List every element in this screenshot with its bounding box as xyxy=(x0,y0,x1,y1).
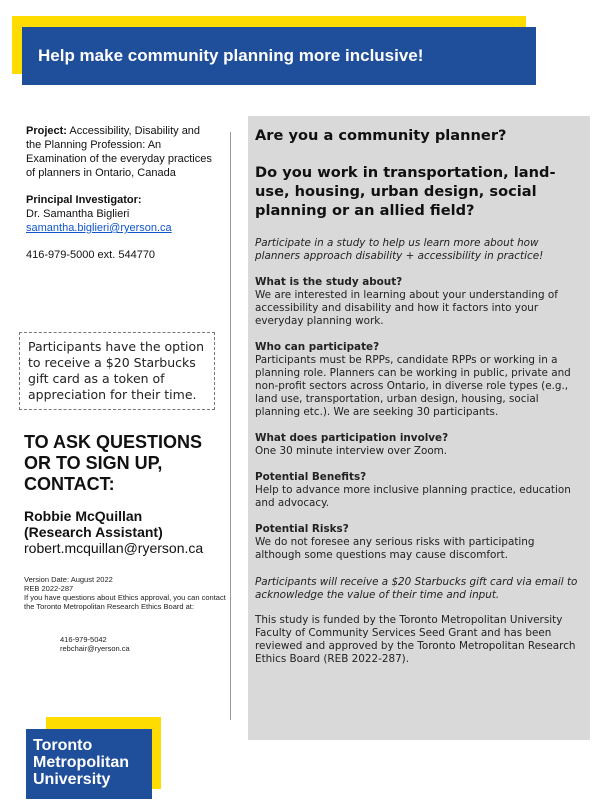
version-date: Version Date: August 2022 xyxy=(24,575,113,584)
study-intro: Participate in a study to help us learn more about how planners approach disability + accessibility in practice! xyxy=(255,237,544,262)
section-body: We are interested in learning about your understanding of accessibility and disability and how it factors into your everyday planning work. xyxy=(255,289,558,327)
section-body: One 30 minute interview over Zoom. xyxy=(255,445,448,457)
reb-number: REB 2022-287 xyxy=(24,584,74,593)
ask-heading: TO ASK QUESTIONS OR TO SIGN UP, CONTACT: xyxy=(24,432,203,494)
investigator-name: Dr. Samantha Biglieri xyxy=(26,208,130,220)
ethics-note: If you have questions about Ethics approval, you can contact the Toronto Metropolitan Research Ethics Board at: xyxy=(24,593,226,611)
project-text: Accessibility, Disability and the Planning Profession: An Examination of the everyday practices of planners in Ontario, Canada xyxy=(26,125,212,179)
logo-line-3: University xyxy=(33,771,111,788)
section-heading: Potential Risks? xyxy=(255,523,349,535)
planner-question: Are you a community planner? xyxy=(255,127,507,144)
project-info xyxy=(26,124,218,262)
version-info xyxy=(24,575,230,611)
incentive-box: Participants have the option to receive a $20 Starbucks gift card as a token of appreciation for their time. xyxy=(19,332,215,410)
column-divider xyxy=(230,132,231,720)
investigator-label: Principal Investigator: xyxy=(26,194,142,206)
contact-name: Robbie McQuillan xyxy=(24,508,143,524)
reb-contact xyxy=(60,635,130,653)
logo-line-1: Toronto xyxy=(33,737,93,754)
contact-block xyxy=(24,508,230,556)
investigator-phone: 416-979-5000 ext. 544770 xyxy=(26,249,156,261)
reb-email: rebchair@ryerson.ca xyxy=(60,644,130,653)
section-body: We do not foresee any serious risks with participating although some questions may cause discomfort. xyxy=(255,536,535,561)
contact-email: robert.mcquillan@ryerson.ca xyxy=(24,540,204,556)
section-heading: What does participation involve? xyxy=(255,432,449,444)
project-description xyxy=(26,124,218,180)
banner-title: Help make community planning more inclusive! xyxy=(22,27,536,85)
funding-statement: This study is funded by the Toronto Metropolitan University Faculty of Community Services Seed Grant and has been reviewed and approved by the Toronto Metropolitan Research Ethics Board (REB 2022-287). xyxy=(255,614,576,665)
contact-role: (Research Assistant) xyxy=(24,524,163,540)
project-label: Project: xyxy=(26,125,67,137)
gift-card-note: Participants will receive a $20 Starbucks gift card via email to acknowledge the value of their time and input. xyxy=(255,576,578,601)
section-heading: What is the study about? xyxy=(255,276,403,288)
field-question: Do you work in transportation, land-use, housing, urban design, social planning or an allied field? xyxy=(255,164,556,219)
section-heading: Who can participate? xyxy=(255,341,380,353)
section-body: Participants must be RPPs, candidate RPPs or working in a planning role. Planners can be working in public, private and non-profit sectors across Ontario, in diverse role types (e.g., land use, transportation, urban design, housing, social planning etc.). We are seeking 30 participants. xyxy=(255,354,571,418)
investigator-email-link[interactable]: samantha.biglieri@ryerson.ca xyxy=(26,222,172,234)
section-heading: Potential Benefits? xyxy=(255,471,367,483)
logo-line-2: Metropolitan xyxy=(33,754,129,771)
university-logo xyxy=(26,729,152,799)
section-body: Help to advance more inclusive planning practice, education and advocacy. xyxy=(255,484,571,509)
study-details-panel xyxy=(248,116,590,740)
reb-phone: 416-979-5042 xyxy=(60,635,107,644)
